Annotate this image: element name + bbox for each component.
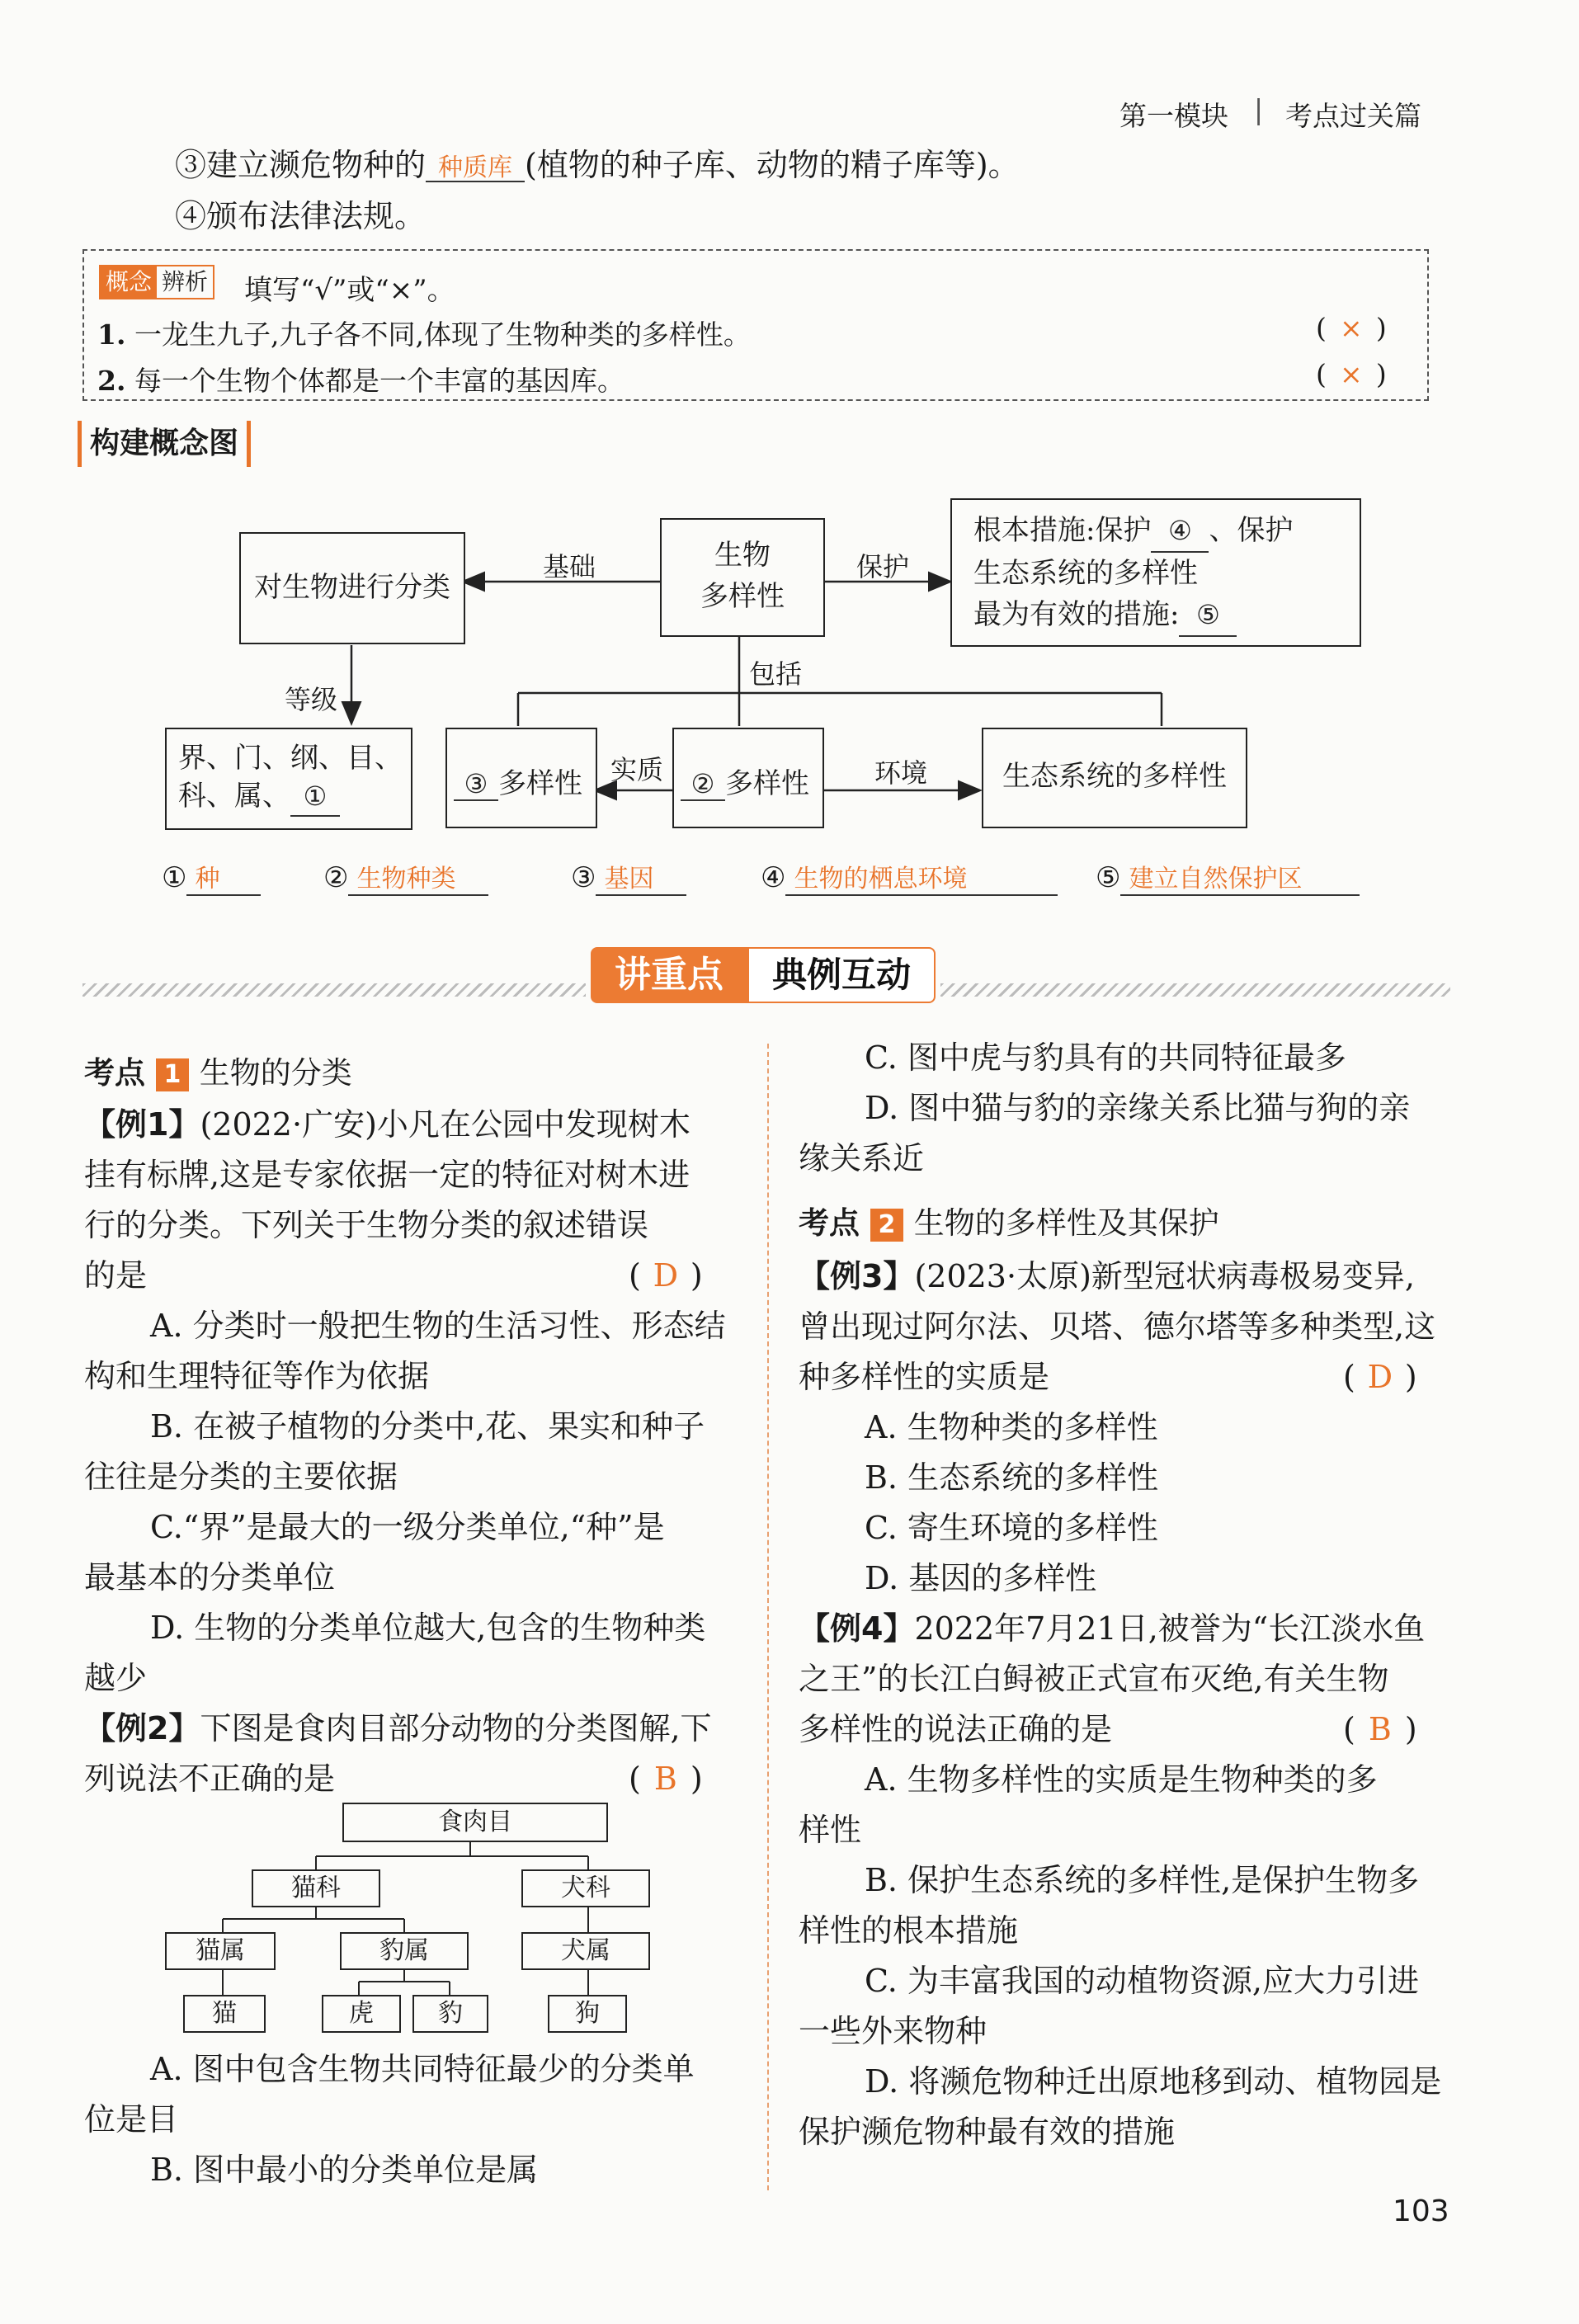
rank-box: 界、门、纲、目、 科、属、 ① [165,728,412,830]
example-2-options: A. 图中包含生物共同特征最少的分类单 位是目 B. 图中最小的分类单位是属 [84,2051,695,2188]
answer-2: ② 生物种类 [323,858,488,896]
tree-species-leopard: 豹 [412,1995,488,2033]
item-3: ③建立濒危物种的 种质库 (植物的种子库、动物的精子库等)。 [175,147,1020,183]
concept-instruction: 填写“√”或“×”。 [244,274,455,307]
example-2-options-right: C. 图中虎与豹具有的共同特征最多 D. 图中猫与豹的亲缘关系比猫与狗的亲 缘关系近 [799,1039,1411,1176]
classification-tree-lines [0,0,767,2062]
tree-species-tiger: 虎 [322,1995,401,2033]
ex4-answer: B [1368,1711,1392,1747]
tree-family-dog: 犬科 [521,1869,650,1907]
measures-box: 根本措施:保护 ④ 、保护 生态系统的多样性 最为有效的措施: ⑤ [950,498,1361,647]
concept-item-1: 1. 一龙生九子,九子各不同,体现了生物种类的多样性。 [97,318,751,351]
tree-family-cat: 猫科 [252,1869,380,1907]
tree-genus-canis: 犬属 [521,1932,650,1970]
section-label: 考点过关篇 [1285,100,1421,132]
tree-species-cat: 猫 [183,1995,266,2033]
biodiversity-box: 生物 多样性 [660,518,825,637]
answer-3: ③ 基因 [571,858,686,896]
ex3-answer: D [1367,1359,1393,1395]
label-include: 包括 [749,658,803,690]
kaodian-2: 考点 2 生物的多样性及其保护 [799,1205,1219,1241]
answer-1: ① 种 [162,858,261,896]
species-diversity-box: ② 多样性 [672,728,824,828]
page-number: 103 [1393,2194,1449,2228]
label-essence: 实质 [610,754,664,785]
answer-4: ④ 生物的栖息环境 [761,858,1058,896]
ex1-answer: D [653,1257,679,1294]
label-basis: 基础 [543,551,596,582]
column-divider [767,1044,769,2190]
kaodian-1: 考点 1 生物的分类 [84,1055,352,1091]
module-label: 第一模块 [1119,100,1228,132]
example-3: 【例3】(2023·太原)新型冠状病毒极易变异, 曾出现过阿尔法、贝塔、德尔塔等多种类型,这 种多样性的实质是 ( D ) A. 生物种类的多样性 B. 生态系统的多样性 C. 寄生环境的多样性 D. 基因的多样性 【例4】2022年7月21日,被誉为“长江淡水鱼 之王”的长江白鲟被正式宣布灭绝,有关生物 多样性的说法正确的是 ( B ) A. 生物多样性的实质是生物种类的多 样性 B. 保护生态系统的多样性,是保护生物多 样性的根本措施 C. 为丰富我国的动植物资源,应大力引进 一些外来物种 D. 将濒危物种迁出原地移到动、植物园是 保护濒危物种最有效的措施 [799,1258,1442,2150]
concept-answer-2: ( × ) [1316,358,1387,390]
tree-genus-felis: 猫属 [165,1932,276,1970]
tree-genus-panthera: 豹属 [340,1932,469,1970]
label-env: 环境 [874,757,928,789]
classify-box: 对生物进行分类 [239,532,465,644]
concept-answer-1: ( × ) [1316,312,1387,344]
item3-answer: 种质库 [426,156,525,182]
concept-item-2: 2. 每一个生物个体都是一个丰富的基因库。 [97,365,625,397]
banner-right: 典例互动 [747,947,936,1003]
answer-5: ⑤ 建立自然保护区 [1096,858,1360,896]
label-rank: 等级 [285,684,338,715]
gene-diversity-box: ③ 多样性 [445,728,597,828]
example-1: 【例1】(2022·广安)小凡在公园中发现树木 挂有标牌,这是专家依据一定的特征对树木进 行的分类。下列关于生物分类的叙述错误 的是 ( D ) A. 分类时一般把生物的生活习性、形态结 构和生理特征等作为依据 B. 在被子植物的分类中,花、果实和种子 往往是分类的主要依据 C.“界”是最大的一级分类单位,“种”是 最基本的分类单位 D. 生物的分类单位越大,包含的生物种类 越少 【例2】下图是食肉目部分动物的分类图解,下 列说法不正确的是 ( B ) [84,1100,744,1804]
header-separator: | [1254,93,1264,125]
tree-order: 食肉目 [342,1803,608,1842]
banner-left: 讲重点 [591,947,747,1003]
ecosystem-diversity-box: 生态系统的多样性 [982,728,1247,828]
tree-species-dog: 狗 [548,1995,627,2033]
item-4: ④颁布法律法规。 [175,198,427,234]
concept-map-heading: 构建概念图 [78,421,251,467]
banner-stripe-right [940,983,1450,997]
concept-badge: 概念 辨析 [99,265,214,299]
label-protect: 保护 [856,551,910,582]
ex2-answer: B [653,1761,677,1797]
